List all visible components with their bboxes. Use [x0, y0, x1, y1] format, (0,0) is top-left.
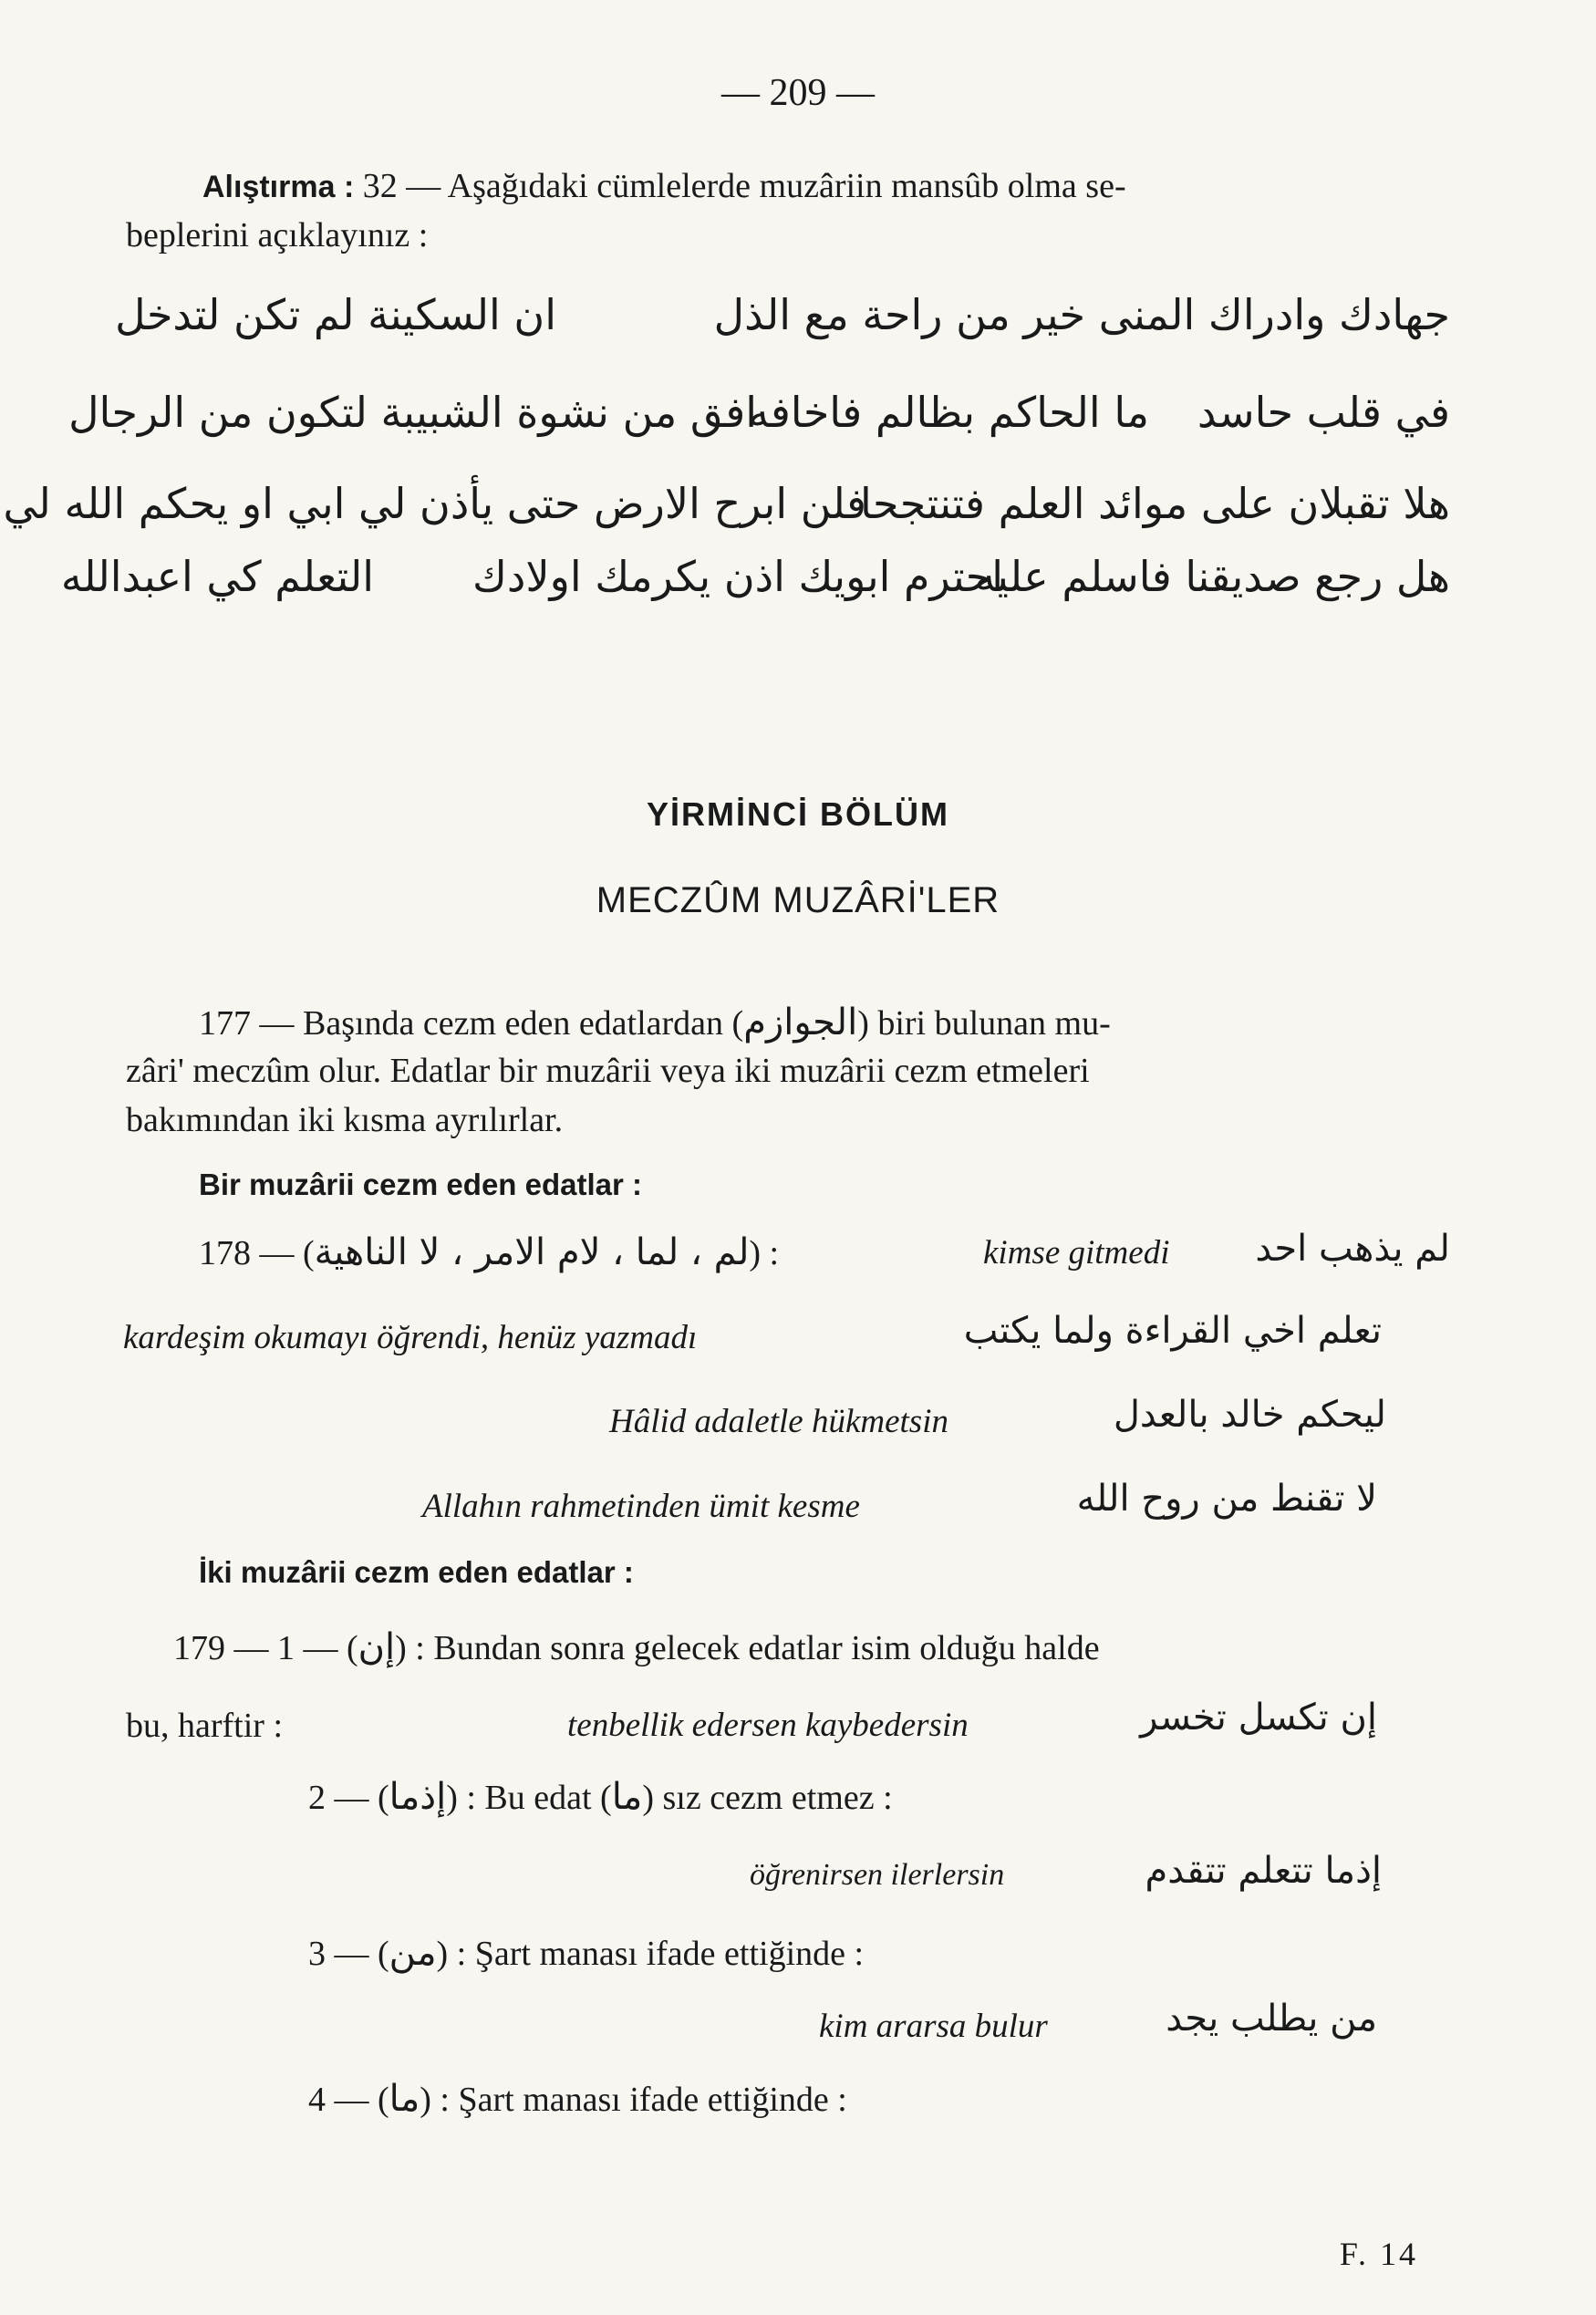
text: ) : Şart manası ifade ettiğinde :: [436, 1935, 865, 1973]
text: ) : Şart manası ifade ettiğinde :: [420, 2081, 847, 2119]
paragraph-177-line-1: [199, 1002, 1111, 1043]
text: 3 — (: [308, 1935, 389, 1973]
chapter-subtitle: MECZÛM MUZÂRİ'LER: [596, 880, 1000, 920]
arabic-term: إن: [358, 1626, 396, 1668]
item-4: [308, 2078, 847, 2120]
arabic-sentence: افق من نشوة الشبيبة لتكون من الرجال: [68, 388, 757, 437]
arabic-term: إذما: [389, 1776, 447, 1818]
text: 4 — (: [308, 2081, 389, 2119]
text: ) : Bundan sonra gelecek edatlar isim olduğu halde: [395, 1629, 1100, 1667]
example-tr: kimse gitmedi: [983, 1234, 1170, 1272]
arabic-line-1: [115, 290, 1450, 345]
paragraph-179-line-2: bu, harftir :: [126, 1707, 284, 1745]
exercise-text-1: 32 — Aşağıdaki cümlelerde muzâriin mansûb olma se-: [362, 167, 1126, 205]
arabic-sentence: هلا تقبلان على موائد العلم فتنتجحا: [859, 479, 1450, 528]
page-number: — 209 —: [721, 72, 875, 114]
text: 178 — (: [199, 1234, 315, 1272]
text: ) :: [749, 1234, 780, 1272]
text: 2 — (: [308, 1779, 389, 1817]
exercise-line-1: [202, 166, 1126, 206]
example-tr: kim ararsa bulur: [819, 2008, 1048, 2045]
arabic-sentence: هل رجع صديقنا فاسلم عليه: [974, 552, 1450, 601]
example-ar: لم يذهب احد: [1255, 1228, 1450, 1270]
arabic-sentence: فلن ابرح الارض حتى يأذن لي ابي او يحكم الله لي: [3, 479, 866, 528]
example-ar: إن تكسل تخسر: [1140, 1697, 1377, 1739]
text: ) : Bu edat (: [446, 1779, 612, 1817]
exercise-line-2: beplerini açıklayınız :: [126, 216, 429, 254]
chapter-title: YİRMİNCİ BÖLÜM: [647, 795, 949, 833]
exercise-label: Alıştırma :: [202, 170, 355, 204]
example-ar: إذما تتعلم تتقدم: [1145, 1850, 1382, 1892]
arabic-sentence: ما الحاكم بظالم فاخافه: [748, 388, 1149, 437]
arabic-term: من: [389, 1932, 437, 1974]
example-tr: Allahın rahmetinden ümit kesme: [422, 1488, 860, 1525]
arabic-sentence: في قلب حاسد: [1197, 388, 1450, 437]
arabic-term: ما: [611, 1776, 643, 1818]
text: ) sız cezm etmez :: [642, 1779, 893, 1817]
arabic-line-4: [60, 552, 1450, 607]
paragraph-177-line-2: zâri' meczûm olur. Edatlar bir muzârii veya iki muzârii cezm etmeleri: [126, 1052, 1090, 1090]
footer-signature: F. 14: [1339, 2236, 1418, 2272]
paragraph-178: [199, 1231, 779, 1273]
paragraph-179-line-1: [173, 1626, 1100, 1668]
example-tr: tenbellik edersen kaybedersin: [567, 1707, 969, 1744]
arabic-term: لم ، لما ، لام الامر ، لا الناهية: [314, 1231, 750, 1273]
example-ar: من يطلب يجد: [1166, 1998, 1377, 2040]
example-ar: تعلم اخي القراءة ولما يكتب: [963, 1310, 1382, 1352]
arabic-term: ما: [389, 2078, 420, 2120]
arabic-sentence: التعلم كي اعبدالله: [60, 552, 374, 601]
arabic-term: الجوازم: [743, 1002, 858, 1043]
example-tr: Hâlid adaletle hükmetsin: [609, 1403, 948, 1440]
arabic-line-2: [68, 388, 1450, 442]
arabic-line-3: [3, 479, 1450, 534]
text: 179 — 1 — (: [173, 1629, 358, 1667]
example-tr: kardeşim okumayı öğrendi, henüz yazmadı: [123, 1319, 698, 1356]
heading-single-jussive: Bir muzârii cezm eden edatlar :: [199, 1168, 642, 1201]
example-tr: öğrenirsen ilerlersin: [750, 1858, 1005, 1892]
heading-double-jussive: İki muzârii cezm eden edatlar :: [199, 1555, 634, 1589]
text: ) biri bulunan mu-: [857, 1004, 1111, 1043]
paragraph-177-line-3: bakımından iki kısma ayrılırlar.: [126, 1101, 564, 1139]
example-ar: ليحكم خالد بالعدل: [1113, 1394, 1386, 1436]
item-3: [308, 1932, 864, 1974]
item-2: [308, 1776, 893, 1818]
arabic-sentence: احترم ابويك اذن يكرمك اولادك: [472, 552, 1003, 601]
text: 177 — Başında cezm eden edatlardan (: [199, 1004, 744, 1043]
example-ar: لا تقنط من روح الله: [1076, 1478, 1377, 1520]
arabic-sentence: جهادك وادراك المنى خير من راحة مع الذل: [713, 290, 1450, 339]
arabic-sentence: ان السكينة لم تكن لتدخل: [115, 290, 556, 339]
